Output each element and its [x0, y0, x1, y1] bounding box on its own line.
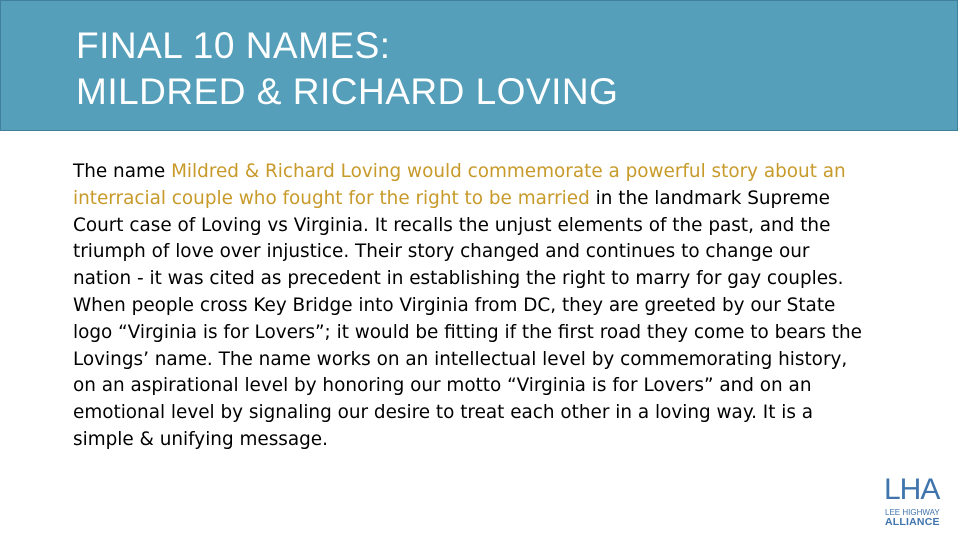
title-banner: [0, 0, 958, 131]
logo-line-2: ALLIANCE: [885, 516, 940, 528]
body-paragraph: [73, 159, 873, 454]
body-highlight-text: Mildred & Richard Loving would commemorate a powerful story about an interracial couple who fought for the right to be married: [73, 161, 846, 209]
logo-mark-text: LHA: [884, 473, 940, 506]
slide-title-line-2: MILDRED & RICHARD LOVING: [76, 71, 619, 112]
logo-line-1: LEE HIGHWAY: [885, 508, 940, 517]
slide-title-line-1: FINAL 10 NAMES:: [76, 25, 391, 66]
lee-highway-alliance-logo: [884, 473, 950, 530]
body-intro-text: The name: [73, 161, 172, 182]
body-rest-text: in the landmark Supreme Court case of Loving vs Virginia. It recalls the unjust elements of the past, and the triumph of love over injustice. Their story changed and continues to change our nation - it was cited as precedent in establishing the right to marry for gay couples. When people cross Key Bridge into Virginia from DC, they are greeted by our State logo “Virginia is for Lovers”; it would be fitting if the first road they come to bears the Lovings’ name. The name works on an intellectual level by commemorating history, on an aspirational level by honoring our motto “Virginia is for Lovers” and on an emotional level by signaling our desire to treat each other in a loving way. It is a simple & unifying message.: [73, 187, 862, 450]
